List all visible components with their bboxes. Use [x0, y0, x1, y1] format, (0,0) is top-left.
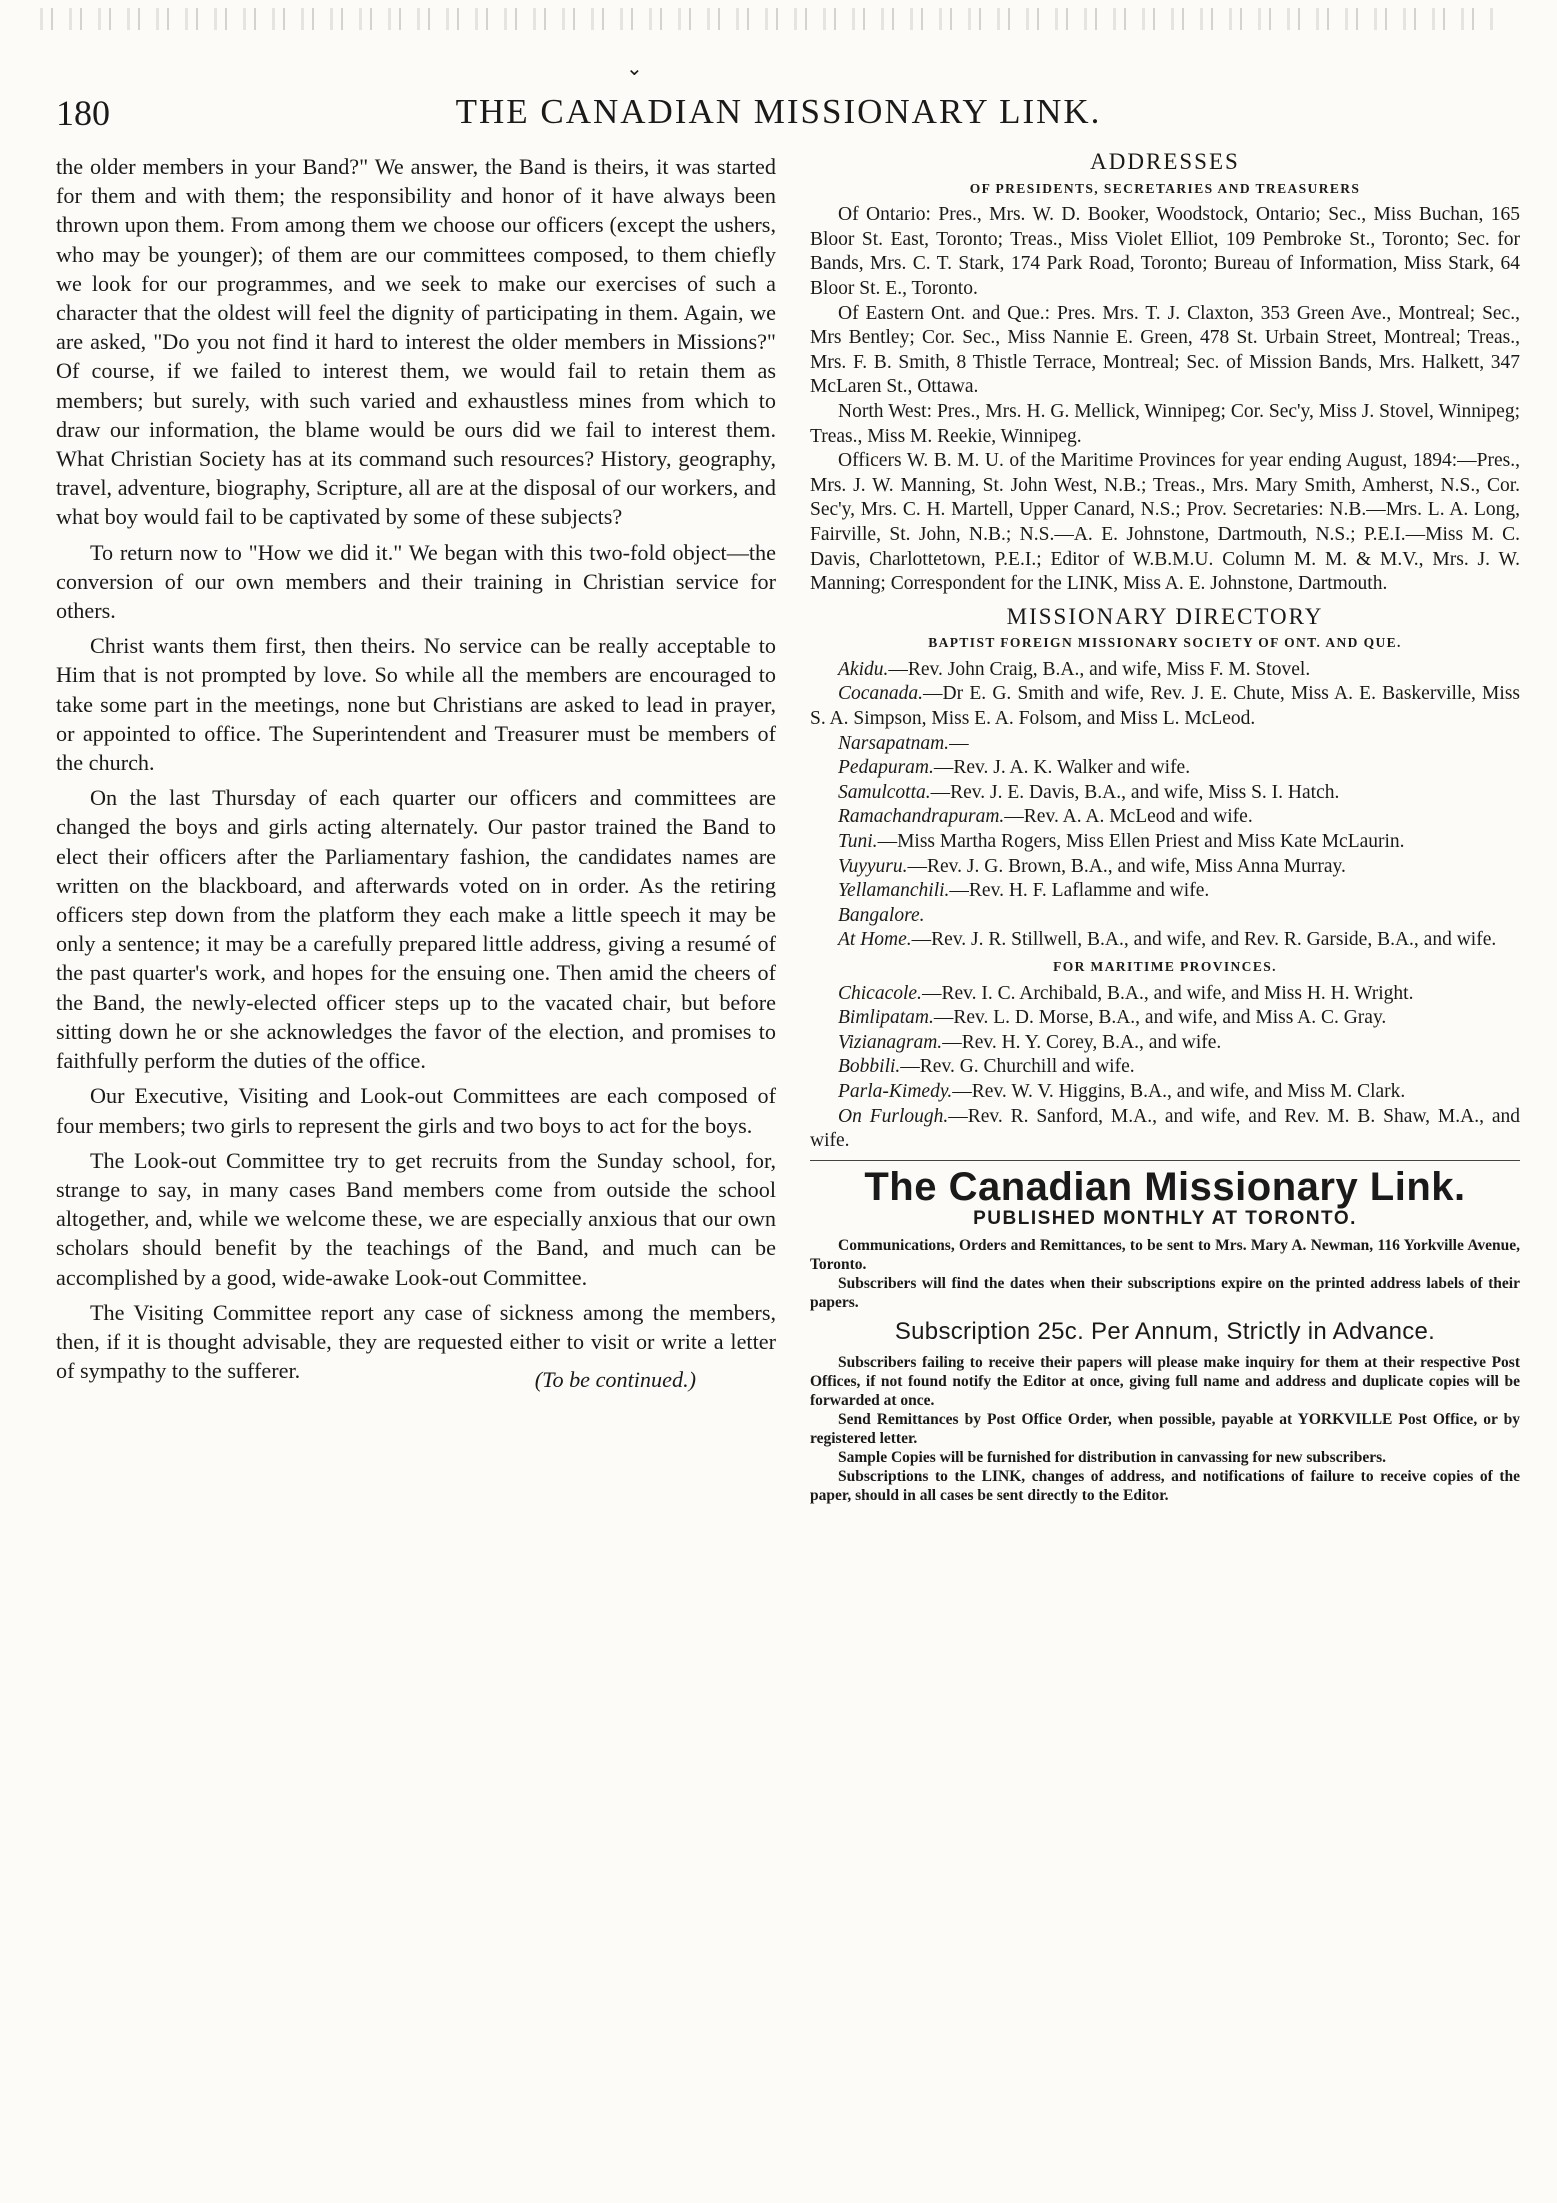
remittances-note: Send Remittances by Post Office Order, when possible, payable at YORKVILLE Post Office, or by registered letter. [810, 1410, 1520, 1447]
directory-entry [810, 781, 1520, 806]
addresses-title: ADDRESSES [1090, 149, 1240, 174]
directory-entry [810, 1031, 1520, 1056]
maritime-list [810, 982, 1520, 1154]
masthead-title: The Canadian Missionary Link. [864, 1164, 1466, 1209]
directory-entry [810, 855, 1520, 880]
station-name: Tuni. [838, 831, 878, 853]
station-staff: —Rev. W. V. Higgins, B.A., and wife, and Miss M. Clark. [952, 1080, 1406, 1102]
directory-subtitle: BAPTIST FOREIGN MISSIONARY SOCIETY OF ONT. AND QUE. [928, 635, 1402, 651]
station-name: Samulcotta. [838, 781, 931, 803]
station-name: At Home. [838, 929, 912, 951]
addresses-subtitle: OF PRESIDENTS, SECRETARIES AND TREASURERS [969, 180, 1361, 196]
communications-note: Communications, Orders and Remittances, to be sent to Mrs. Mary A. Newman, 116 Yorkville Avenue, Toronto. [810, 1236, 1520, 1273]
station-name: Narsapatnam. [838, 732, 950, 754]
station-name: Vuyyuru. [838, 855, 908, 877]
station-staff: — [949, 732, 969, 754]
directory-entry [810, 982, 1520, 1007]
station-staff: —Rev. H. Y. Corey, B.A., and wife. [942, 1031, 1222, 1053]
station-name: Cocanada. [838, 683, 924, 705]
station-staff: —Rev. J. A. K. Walker and wife. [933, 757, 1191, 779]
article-paragraph: The Visiting Committee report any case of sickness among the members, then, if it is thought advisable, they are requested either to visit or write a letter of sympathy to the sufferer. [56, 1299, 776, 1384]
address-northwest: North West: Pres., Mrs. H. G. Mellick, Winnipeg; Cor. Sec'y, Miss J. Stovel, Winnipeg; Treas., Miss M. Reekie, Winnipeg. [810, 400, 1520, 447]
address-maritime: Officers W. B. M. U. of the Maritime Provinces for year ending August, 1894:—Pres., Mrs. J. W. Manning, St. John West, N.B.; Treas., Mrs. Mary Smith, Amherst, N.S., Cor. Sec'y, Mrs. C. H. Martell, Upper Canard, N.S.; Prov. Secretaries: N.B.—Mrs. L. A. Long, Fairville, St. John, N.B.; N.S.—A. E. Johnstone, Dartmouth, N.S.; P.E.I.—Miss M. C. Davis, Charlottetown, P.E.I.; Editor of W.B.M.U. Column M. M. & M.V., Mrs. J. W. Manning; Correspondent for the LINK, Miss A. E. Johnstone, Dartmouth. [810, 450, 1520, 595]
subscribers-dates-note: Subscribers will find the dates when their subscriptions expire on the printed address labels of their papers. [810, 1274, 1520, 1311]
published-line: PUBLISHED MONTHLY AT TORONTO. [973, 1208, 1357, 1230]
station-staff: —Rev. John Craig, B.A., and wife, Miss F. M. Stovel. [888, 658, 1311, 680]
continued-note: (To be continued.) [534, 1367, 696, 1393]
article-paragraph: the older members in your Band?" We answer, the Band is theirs, it was started for them and with them; the responsibility and honor of it have always been thrown upon them. From among them we choose our officers (except the ushers, who may be younger); of them are our committees composed, to them chiefly we look for our programmes, and we seek to make our exercises of such a character that the oldest will feel the dignity of participating in them. Again, we are asked, "Do you not find it hard to interest the older members in Missions?" Of course, if we failed to interest them, we would fail to retain them as members; but surely, with such varied and exhaustless mines from which to draw our information, the blame would be ours did we fail to interest them. What Christian Society has at its command such resources? History, geography, travel, adventure, biography, Scripture, all are at the disposal of our workers, and what boy would fail to be captivated by some of these subjects? [56, 154, 776, 530]
station-staff: —Miss Martha Rogers, Miss Ellen Priest and Miss Kate McLaurin. [877, 831, 1405, 853]
page-number: 180 [56, 93, 110, 133]
notices-note: Subscriptions to the LINK, changes of address, and notifications of failure to receive copies of the paper, should in all cases be sent directly to the Editor. [810, 1467, 1520, 1504]
running-title: THE CANADIAN MISSIONARY LINK. [455, 92, 1102, 131]
directory-entry [810, 658, 1520, 683]
directory-entry [810, 1006, 1520, 1031]
directory-entry [810, 928, 1520, 953]
failing-note: Subscribers failing to receive their papers will please make inquiry for them at their respective Post Offices, if not found notify the Editor at once, giving full name and address and duplicate copies will be forwarded at once. [810, 1353, 1520, 1409]
maritime-subtitle: FOR MARITIME PROVINCES. [1053, 959, 1277, 974]
directory-entry [810, 879, 1520, 904]
directory-list [810, 658, 1520, 953]
directory-entry [810, 732, 1520, 757]
address-ontario: Of Ontario: Pres., Mrs. W. D. Booker, Woodstock, Ontario; Sec., Miss Buchan, 165 Bloor St. East, Toronto; Treas., Miss Violet Elliot, 109 Pembroke St., Toronto; Sec. for Bands, Mrs. C. T. Stark, 174 Park Road, Toronto; Bureau of Information, Miss Stark, 64 Bloor St. E., Toronto. [810, 204, 1520, 299]
station-staff: —Rev. G. Churchill and wife. [900, 1056, 1135, 1078]
samples-note: Sample Copies will be furnished for distribution in canvassing for new subscribers. [838, 1448, 1387, 1466]
directory-title: MISSIONARY DIRECTORY [1006, 603, 1324, 629]
station-name: Parla-Kimedy. [838, 1080, 953, 1102]
scan-noise [40, 8, 1500, 30]
station-name: Yellamanchili. [838, 880, 950, 902]
station-staff: —Rev. L. D. Morse, B.A., and wife, and Miss A. C. Gray. [933, 1007, 1387, 1029]
station-staff: —Rev. I. C. Archibald, B.A., and wife, and Miss H. H. Wright. [921, 982, 1414, 1004]
article-paragraph: Our Executive, Visiting and Look-out Committees are each composed of four members; two girls to represent the girls and two boys to act for the boys. [56, 1083, 776, 1138]
directory-entry [810, 830, 1520, 855]
directory-entry [810, 1080, 1520, 1105]
station-name: Vizianagram. [838, 1031, 943, 1053]
directory-entry [810, 904, 1520, 929]
station-name: Akidu. [838, 658, 889, 680]
station-name: On Furlough. [838, 1105, 949, 1127]
station-name: Bangalore. [838, 904, 925, 926]
station-name: Ramachandrapuram. [838, 806, 1005, 828]
divider [810, 1160, 1520, 1161]
sidebar-column [810, 148, 1520, 1505]
station-staff: —Rev. H. F. Laflamme and wife. [949, 880, 1210, 902]
subscription-price: Subscription 25c. Per Annum, Strictly in Advance. [894, 1317, 1436, 1345]
station-name: Chicacole. [838, 982, 922, 1004]
station-staff: —Dr E. G. Smith and wife, Rev. J. E. Chute, Miss A. E. Baskerville, Miss S. A. Simpson, Miss E. A. Folsom, and Miss L. McLeod. [810, 683, 1520, 730]
station-staff: —Rev. J. G. Brown, B.A., and wife, Miss Anna Murray. [907, 855, 1346, 877]
station-staff: —Rev. J. E. Davis, B.A., and wife, Miss S. I. Hatch. [930, 781, 1340, 803]
article-paragraph: Christ wants them first, then theirs. No service can be really acceptable to Him that is not prompted by love. So while all the members are encouraged to take some part in the meetings, none but Christians are asked to lead in prayer, or appointed to office. The Superintendent and Treasurer must be members of the church. [56, 633, 776, 776]
address-eastern: Of Eastern Ont. and Que.: Pres. Mrs. T. J. Claxton, 353 Green Ave., Montreal; Sec., Mrs Bentley; Cor. Sec., Miss Nannie E. Green, 478 St. Urbain Street, Montreal; Treas., Mrs. F. B. Smith, 8 Thistle Terrace, Montreal; Sec. of Mission Bands, Mrs. Halkett, 347 McLaren St., Ottawa. [810, 302, 1520, 398]
station-name: Pedapuram. [838, 757, 934, 779]
station-staff: —Rev. R. Sanford, M.A., and wife, and Rev. M. B. Shaw, M.A., and wife. [810, 1105, 1521, 1152]
print-mark: ⌄ [626, 58, 643, 80]
station-staff: —Rev. J. R. Stillwell, B.A., and wife, and Rev. R. Garside, B.A., and wife. [911, 929, 1497, 951]
directory-entry [810, 1055, 1520, 1080]
article-paragraph: To return now to "How we did it." We began with this two-fold object—the conversion of our own members and their training in Christian service for others. [56, 539, 776, 624]
directory-entry [810, 756, 1520, 781]
directory-entry [810, 1105, 1520, 1154]
article-paragraph: On the last Thursday of each quarter our officers and committees are changed the boys and girls acting alternately. Our pastor trained the Band to elect their officers after the Parliamentary fashion, the candidates names are written on the blackboard, and afterwards voted on in order. As the retiring officers step down from the platform they each make a little speech it may be only a sentence; it may be a carefully prepared little address, giving a resumé of the past quarter's work, and hopes for the ensuing one. Then amid the cheers of the Band, the newly-elected officer steps up to the vacated chair, but before sitting down he or she acknowledges the favor of the election, and promises to faithfully perform the duties of the office. [56, 785, 776, 1074]
station-name: Bimlipatam. [838, 1007, 934, 1029]
station-name: Bobbili. [838, 1056, 901, 1078]
directory-entry [810, 682, 1520, 731]
station-staff: —Rev. A. A. McLeod and wife. [1004, 806, 1253, 828]
article-column [56, 152, 776, 1395]
directory-entry [810, 805, 1520, 830]
article-paragraph: The Look-out Committee try to get recruits from the Sunday school, for, strange to say, in many cases Band members come from outside the school altogether, and, while we welcome these, we are especially anxious that our own scholars should benefit by the teachings of the Band, and much can be accomplished by a good, wide-awake Look-out Committee. [56, 1147, 776, 1290]
